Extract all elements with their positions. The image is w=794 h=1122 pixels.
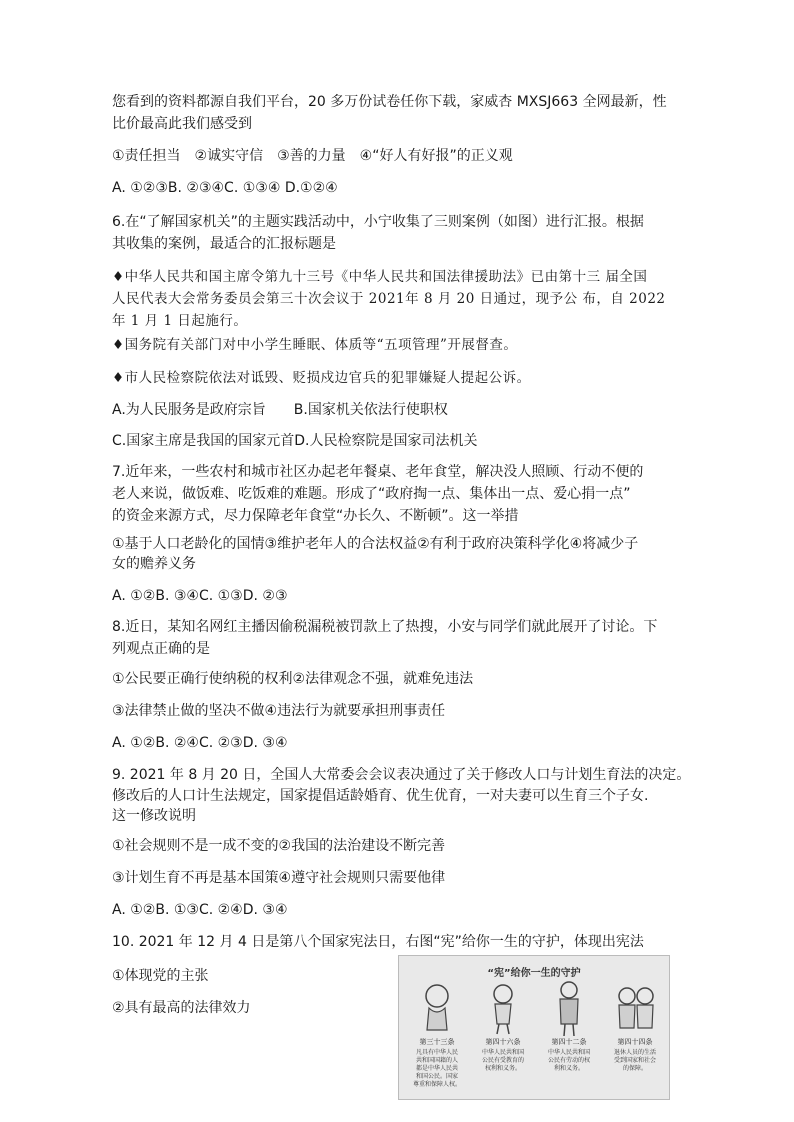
text-line: 人民代表大会常务委员会第三十次会议于 2021年 8 月 20 日通过，现予公 布，自 2022 bbox=[112, 291, 666, 307]
text-line: ①体现党的主张 bbox=[112, 968, 209, 984]
panel-text-2: 公民有劳动的权 bbox=[547, 1057, 591, 1064]
text-line: ③计划生育不再是基本国策④遵守社会规则只需要他律 bbox=[112, 870, 446, 886]
text-line: 年 1 月 1 日起施行。 bbox=[112, 313, 248, 329]
text-line: 您看到的资料都源自我们平台，20 多万份试卷任你下载，家威杏 MXSJ663 全网最新，性 bbox=[112, 94, 667, 110]
constitution-figure bbox=[398, 955, 670, 1100]
text-line: 这一修改说明 bbox=[112, 808, 196, 824]
panel-text-1: 退休人员的生活 bbox=[613, 1049, 657, 1056]
text-line: 修改后的人口计生法规定，国家提倡适龄婚育、优生优育，一对夫妻可以生育三个子女. bbox=[112, 788, 649, 804]
text-line: ①基于人口老龄化的国情③维护老年人的合法权益②有利于政府决策科学化④将减少子 bbox=[112, 536, 639, 552]
question-9: 9. 2021 年 8 月 20 日，全国人大常委会会议表决通过了关于修改人口与计划生育法的决定。 bbox=[112, 767, 691, 783]
case-item: ♦中华人民共和国主席令第九十三号《中华人民共和国法律援助法》已由第十三 届全国 bbox=[112, 269, 648, 285]
panel-text-5: 尊重和保障人权。 bbox=[412, 1081, 462, 1088]
panel-text-1: 凡具有中华人民 bbox=[415, 1049, 459, 1056]
panel-text-3: 都是中华人民共 bbox=[415, 1065, 459, 1072]
text-line: 比价最高此我们感受到 bbox=[112, 116, 252, 132]
case-item: ♦市人民检察院依法对诋毁、贬损戍边官兵的犯罪嫌疑人提起公诉。 bbox=[112, 370, 531, 386]
answer-choices: C.国家主席是我国的国家元首D.人民检察院是国家司法机关 bbox=[112, 433, 478, 449]
panel-text-2: 公民有受教育的 bbox=[481, 1057, 525, 1064]
panel-heading: 第四十六条 bbox=[485, 1038, 521, 1046]
figure-panel-3 bbox=[548, 982, 590, 1072]
figure-panel-4 bbox=[614, 988, 656, 1072]
text-line: ①责任担当 ②诚实守信 ③善的力量 ④“好人有好报”的正义观 bbox=[112, 148, 513, 164]
answer-choices: A.为人民服务是政府宗旨 B.国家机关依法行使职权 bbox=[112, 402, 448, 418]
text-line: ①社会规则不是一成不变的②我国的法治建设不断完善 bbox=[112, 838, 446, 854]
panel-text-1: 中华人民共和国 bbox=[547, 1049, 591, 1056]
panel-heading: 第四十四条 bbox=[617, 1038, 653, 1046]
case-item: ♦国务院有关部门对中小学生睡眠、体质等“五项管理”开展督查。 bbox=[112, 337, 518, 353]
text-line: 女的赡养义务 bbox=[112, 556, 196, 572]
text-line: 老人来说，做饭难、吃饭难的难题。形成了“政府掏一点、集体出一点、爱心捐一点” bbox=[112, 486, 631, 502]
question-7: 7.近年来，一些农村和城市社区办起老年餐桌、老年食堂，解决没人照顾、行动不便的 bbox=[112, 464, 644, 480]
figure-title: “宪”给你一生的守护 bbox=[487, 968, 581, 979]
question-10: 10. 2021 年 12 月 4 日是第八个国家宪法日，右图“宪”给你一生的守护，体现出宪法 bbox=[112, 934, 644, 950]
text-line: ③法律禁止做的坚决不做④违法行为就要承担刑事责任 bbox=[112, 703, 446, 719]
panel-heading: 第三十三条 bbox=[419, 1038, 455, 1046]
answer-choices: A. ①②③B. ②③④C. ①③④ D.①②④ bbox=[112, 180, 338, 196]
panel-heading: 第四十二条 bbox=[551, 1038, 587, 1046]
question-8: 8.近日，某知名网红主播因偷税漏税被罚款上了热搜，小安与同学们就此展开了讨论。下 bbox=[112, 619, 658, 635]
panel-text-2: 受到国家和社会 bbox=[613, 1057, 657, 1064]
figure-panel-2 bbox=[482, 985, 524, 1072]
text-line: 其收集的案例，最适合的汇报标题是 bbox=[112, 236, 336, 252]
answer-choices: A. ①②B. ②④C. ②③D. ③④ bbox=[112, 735, 288, 751]
figure-panel-1 bbox=[413, 985, 461, 1088]
text-line: 的资金来源方式，尽力保障老年食堂“办长久、不断顿”。这一举措 bbox=[112, 508, 519, 524]
answer-choices: A. ①②B. ①③C. ②④D. ③④ bbox=[112, 902, 288, 918]
text-line: ①公民要正确行使纳税的权利②法律观念不强，就难免违法 bbox=[112, 671, 474, 687]
answer-choices: A. ①②B. ③④C. ①③D. ②③ bbox=[112, 588, 288, 604]
panel-text-3: 权利和义务。 bbox=[484, 1065, 522, 1072]
panel-text-2: 共和国国籍的人 bbox=[415, 1057, 459, 1064]
text-line: 列观点正确的是 bbox=[112, 641, 210, 657]
question-6: 6.在“了解国家机关”的主题实践活动中，小宁收集了三则案例（如图）进行汇报。根据 bbox=[112, 214, 644, 230]
panel-text-3: 利和义务。 bbox=[553, 1065, 585, 1072]
panel-text-3: 的保障。 bbox=[622, 1065, 648, 1072]
panel-text-1: 中华人民共和国 bbox=[481, 1049, 525, 1056]
panel-text-4: 和国公民。国家 bbox=[415, 1073, 459, 1080]
figure-illustration bbox=[399, 978, 670, 1100]
text-line: ②具有最高的法律效力 bbox=[112, 1000, 251, 1016]
